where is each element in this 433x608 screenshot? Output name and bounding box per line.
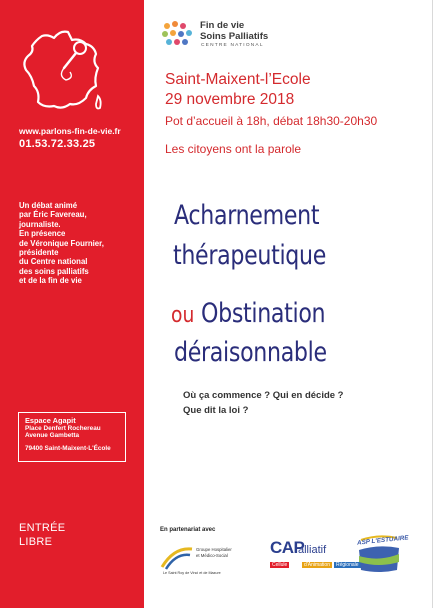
debate-line: En présence	[19, 229, 66, 239]
cap-tag: d'Animation	[304, 562, 330, 568]
venue-address-line: Place Denfert Rochereau	[25, 424, 101, 432]
hospital-group-logo-icon	[160, 545, 194, 571]
microphone-icon	[52, 38, 92, 84]
venue-box	[18, 412, 126, 462]
event-tagline: Les citoyens ont la parole	[165, 142, 302, 156]
logo-line2: Soins Palliatifs	[200, 31, 269, 42]
cap-tag: Cellule	[272, 562, 288, 568]
debate-description	[19, 201, 139, 286]
entry-line: ENTRÉE	[19, 522, 66, 534]
free-entry	[19, 521, 65, 549]
entry-line: LIBRE	[19, 536, 53, 548]
logo-line3: CENTRE NATIONAL	[201, 43, 264, 48]
cap-palliatif-logo: CAP	[270, 538, 305, 557]
cap-palliatif-logo-suffix: alliatif	[298, 544, 327, 556]
event-times: Pot d’accueil à 18h, débat 18h30-20h30	[165, 114, 378, 128]
venue-address-line: 79400 Saint-Maixent-L'École	[25, 444, 111, 452]
website-link[interactable]: www.parlons-fin-de-vie.fr	[19, 126, 121, 136]
logo-line1: Fin de vie	[200, 20, 245, 31]
questions-line1: Où ça commence ? Qui en décide ?	[183, 390, 344, 401]
debate-line: par Éric Favereau,	[19, 210, 87, 220]
cap-tag: Régionale	[336, 562, 359, 568]
debate-line: des soins palliatifs	[19, 266, 89, 276]
debate-line: présidente	[19, 248, 59, 258]
phone-number: 01.53.72.33.25	[19, 138, 96, 150]
headline-or: ou	[171, 303, 195, 328]
partner1-line1: Groupe Hospitalier	[196, 547, 232, 552]
partner1-line2: et Médico-Social	[196, 553, 228, 558]
event-date: 29 novembre 2018	[165, 91, 295, 108]
debate-line: du Centre national	[19, 257, 88, 267]
fin-de-vie-logo-icon	[159, 18, 197, 50]
debate-line: et de la fin de vie	[19, 276, 82, 286]
debate-line: journaliste.	[19, 219, 61, 229]
partner1-line3: Le Saint Roy de Vinci et de Mazure	[163, 571, 221, 575]
partners-label: En partenariat avec	[160, 527, 216, 533]
headline-line3: Obstination	[201, 298, 326, 329]
debate-line: de Véronique Fournier,	[19, 238, 104, 248]
questions-line2: Que dit la loi ?	[183, 405, 249, 416]
headline-line1: Acharnement	[174, 200, 320, 231]
asp-estuaire-text: ASP L'ESTUAIRE	[356, 534, 409, 547]
venue-name: Espace Agapit	[25, 416, 76, 425]
debate-line: Un débat animé	[19, 201, 78, 210]
headline-line4: déraisonnable	[174, 337, 327, 368]
event-city: Saint-Maixent-l’Ecole	[165, 71, 311, 88]
headline-line2: thérapeutique	[173, 240, 326, 271]
venue-address-line: Avenue Gambetta	[25, 432, 80, 440]
